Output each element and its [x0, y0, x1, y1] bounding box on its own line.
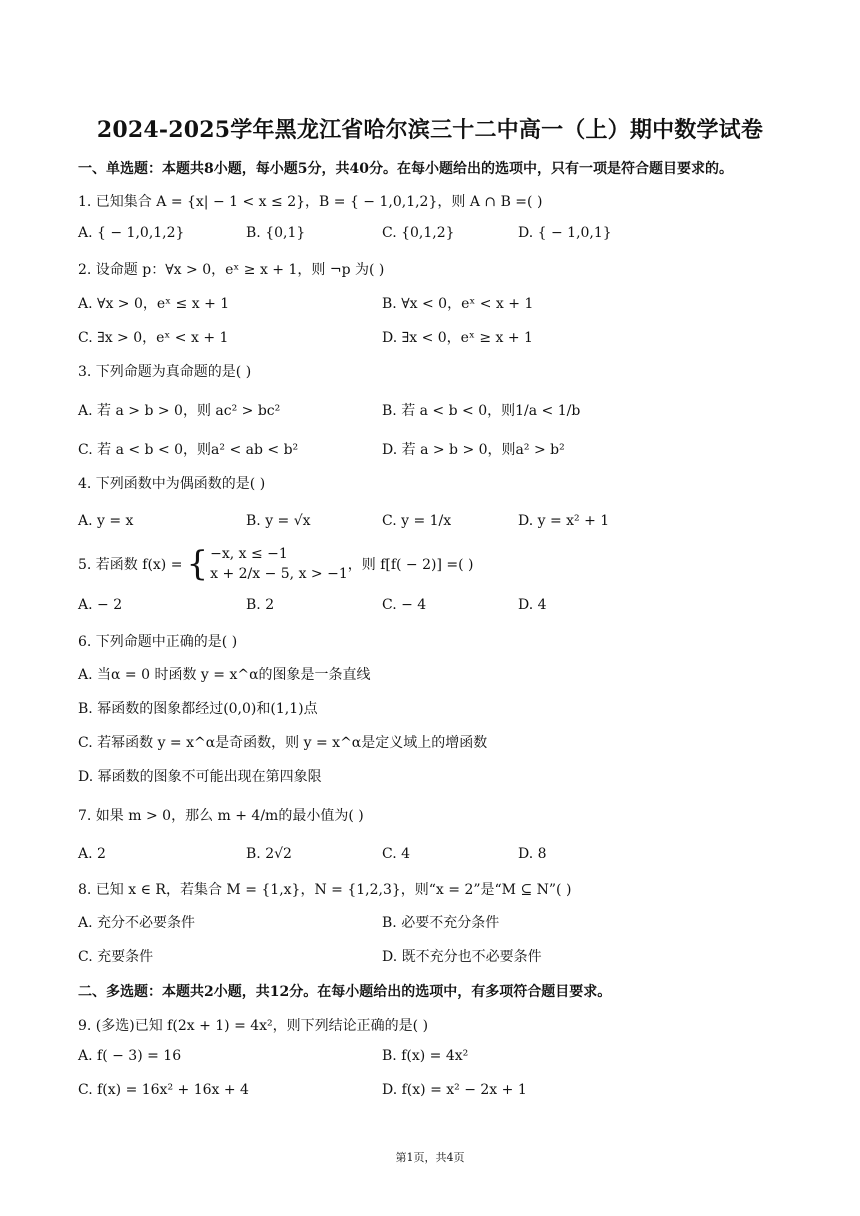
q7-option-c: C. 4 — [382, 846, 411, 862]
q6-option-d: D. 幂函数的图象不可能出现在第四象限 — [78, 769, 322, 785]
question-9: 9. (多选)已知 f(2x + 1) = 4x²，则下列结论正确的是( ) — [78, 1018, 429, 1034]
q2-option-a: A. ∀x > 0，eˣ ≤ x + 1 — [78, 296, 230, 312]
q2-option-c: C. ∃x > 0，eˣ < x + 1 — [78, 330, 229, 346]
question-4: 4. 下列函数中为偶函数的是( ) — [78, 476, 266, 492]
q4-option-c: C. y = 1/x — [382, 513, 452, 529]
q3-option-d: D. 若 a > b > 0，则a² > b² — [382, 442, 565, 458]
q5-case-2: x + 2/x − 5, x > −1 — [210, 566, 348, 582]
q6-option-b: B. 幂函数的图象都经过(0,0)和(1,1)点 — [78, 701, 318, 717]
q6-option-c: C. 若幂函数 y = x^α是奇函数，则 y = x^α是定义域上的增函数 — [78, 735, 488, 751]
q4-option-a: A. y = x — [78, 513, 134, 529]
q8-option-b: B. 必要不充分条件 — [382, 915, 500, 931]
page-number: 第1页，共4页 — [395, 1151, 465, 1164]
q6-option-a: A. 当α = 0 时函数 y = x^α的图象是一条直线 — [78, 667, 371, 683]
q5-stem-prefix: 5. 若函数 f(x) = — [78, 557, 183, 573]
q3-option-c: C. 若 a < b < 0，则a² < ab < b² — [78, 442, 299, 458]
q7-option-a: A. 2 — [78, 846, 106, 862]
question-1: 1. 已知集合 A = {x| − 1 < x ≤ 2}，B = { − 1,0,1,2}，则 A ∩ B =( ) — [78, 194, 543, 210]
q9-option-d: D. f(x) = x² − 2x + 1 — [382, 1082, 527, 1098]
q5-option-b: B. 2 — [246, 597, 275, 613]
q5-option-d: D. 4 — [518, 597, 547, 613]
q8-option-a: A. 充分不必要条件 — [78, 915, 196, 931]
q8-option-c: C. 充要条件 — [78, 949, 154, 965]
question-7: 7. 如果 m > 0，那么 m + 4/m的最小值为( ) — [78, 808, 364, 824]
q7-option-b: B. 2√2 — [246, 846, 292, 862]
q4-option-b: B. y = √x — [246, 513, 311, 529]
q9-option-b: B. f(x) = 4x² — [382, 1048, 469, 1064]
q9-option-c: C. f(x) = 16x² + 16x + 4 — [78, 1082, 249, 1098]
question-5 — [78, 544, 474, 584]
q1-option-c: C. {0,1,2} — [382, 225, 455, 241]
q1-option-d: D. { − 1,0,1} — [518, 225, 612, 241]
q5-case-1: −x, x ≤ −1 — [210, 546, 288, 562]
q3-option-b: B. 若 a < b < 0，则1/a < 1/b — [382, 403, 581, 419]
piecewise-brace-icon: { — [186, 544, 209, 584]
q2-option-b: B. ∀x < 0，eˣ < x + 1 — [382, 296, 534, 312]
section-heading-multiple-choice: 二、多选题：本题共2小题，共12分。在每小题给出的选项中，有多项符合题目要求。 — [78, 984, 612, 1000]
q7-option-d: D. 8 — [518, 846, 547, 862]
question-3: 3. 下列命题为真命题的是( ) — [78, 364, 252, 380]
q8-option-d: D. 既不充分也不必要条件 — [382, 949, 542, 965]
q4-option-d: D. y = x² + 1 — [518, 513, 610, 529]
question-6: 6. 下列命题中正确的是( ) — [78, 634, 238, 650]
question-2: 2. 设命题 p：∀x > 0，eˣ ≥ x + 1，则 ¬p 为( ) — [78, 262, 385, 278]
piecewise-cases — [210, 544, 348, 584]
q5-stem-suffix: ，则 f[f( − 2)] =( ) — [347, 557, 474, 573]
q9-option-a: A. f( − 3) = 16 — [78, 1048, 182, 1064]
q2-option-d: D. ∃x < 0，eˣ ≥ x + 1 — [382, 330, 533, 346]
q1-option-a: A. { − 1,0,1,2} — [78, 225, 185, 241]
page-title: 2024-2025学年黑龙江省哈尔滨三十二中高一（上）期中数学试卷 — [96, 117, 764, 143]
q5-option-c: C. − 4 — [382, 597, 427, 613]
question-8: 8. 已知 x ∈ R，若集合 M = {1,x}，N = {1,2,3}，则“x = 2”是“M ⊆ N”( ) — [78, 882, 572, 898]
section-heading-single-choice: 一、单选题：本题共8小题，每小题5分，共40分。在每小题给出的选项中，只有一项是符合题目要求的。 — [78, 161, 733, 177]
q1-option-b: B. {0,1} — [246, 225, 306, 241]
q5-option-a: A. − 2 — [78, 597, 123, 613]
q3-option-a: A. 若 a > b > 0，则 ac² > bc² — [78, 403, 281, 419]
